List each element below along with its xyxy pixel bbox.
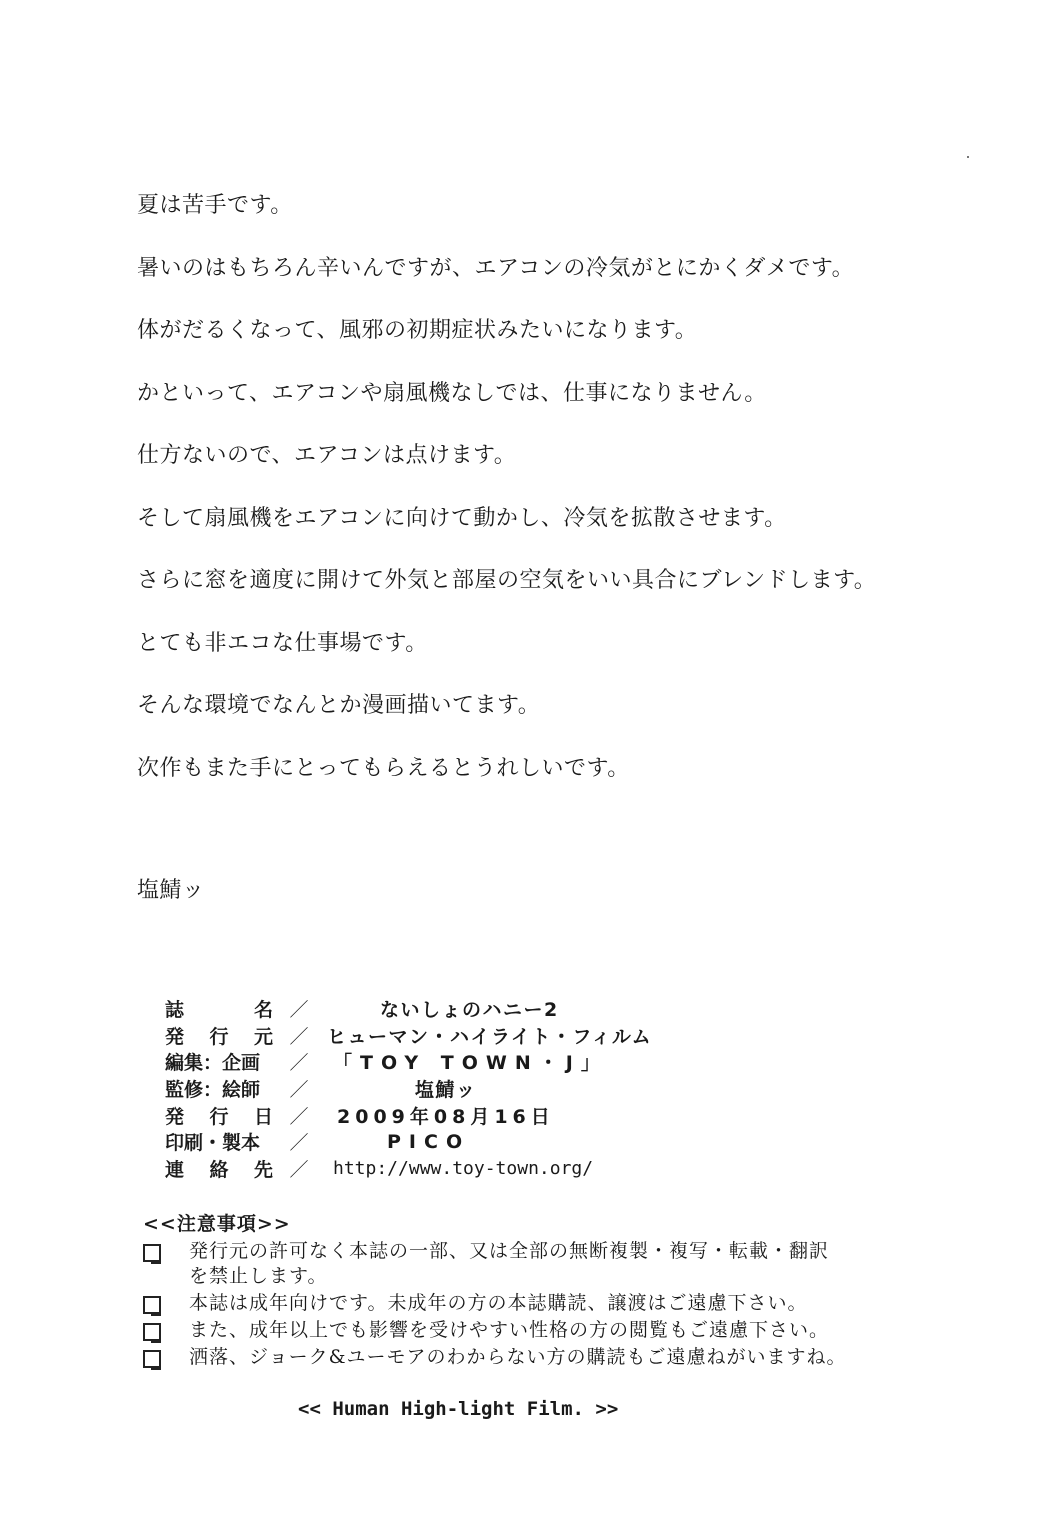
- afterword-line: 夏は苦手です。: [137, 193, 293, 218]
- afterword-line: そんな環境でなんとか漫画描いてます。: [137, 693, 541, 718]
- colophon-separator: ／: [289, 1052, 309, 1075]
- colophon-row-printer: [165, 1128, 865, 1155]
- contact-url: http://www.toy-town.org/: [333, 1157, 594, 1179]
- notice-item: [143, 1318, 903, 1343]
- notice-text: 洒落、ジョーク&ユーモアのわからない方の購読もご遠慮ねがいますね。: [189, 1346, 847, 1368]
- notice-text: また、成年以上でも影響を受けやすい性格の方の閲覧もご遠慮下さい。: [189, 1319, 830, 1341]
- afterword-line: 次作もまた手にとってもらえるとうれしいです。: [137, 755, 630, 781]
- colophon-row-editor: [165, 1048, 865, 1075]
- colophon-label: 印刷・製本: [165, 1132, 261, 1155]
- notice-item: [143, 1345, 903, 1370]
- colophon-separator: ／: [289, 1078, 309, 1101]
- colophon-label: 発 行 元: [165, 1025, 273, 1048]
- afterword-text: [137, 192, 997, 817]
- colophon-row-date: [165, 1102, 865, 1129]
- author-signature: 塩鯖ッ: [137, 878, 205, 903]
- colophon-separator: ／: [289, 1158, 309, 1181]
- notice-section: [143, 1209, 903, 1372]
- colophon-label: 編集：企画: [165, 1052, 261, 1075]
- afterword-line: とても非エコな仕事場です。: [137, 630, 428, 656]
- colophon-row-contact: [165, 1155, 865, 1182]
- colophon-separator: ／: [289, 1105, 309, 1128]
- footer-tagline: << Human High-light Film. >>: [298, 1398, 619, 1420]
- notice-item: [143, 1291, 903, 1316]
- colophon-value: 塩鯖ッ: [415, 1078, 477, 1101]
- afterword-line: さらに窓を適度に開けて外気と部屋の空気をいい具合にブレンドします。: [137, 568, 877, 593]
- colophon-label: 発 行 日: [165, 1105, 273, 1128]
- colophon-value: ないしょのハニー2: [380, 998, 559, 1021]
- checkbox-icon: [143, 1296, 161, 1314]
- notice-text: 発行元の許可なく本誌の一部、又は全部の無断複製・複写・転載・翻訳 を禁止します。: [189, 1240, 830, 1287]
- colophon-value: 2009年08月16日: [337, 1105, 555, 1128]
- colophon-value: PICO: [387, 1130, 471, 1153]
- afterword-line: そして扇風機をエアコンに向けて動かし、冷気を拡散させます。: [137, 505, 787, 531]
- notice-text: 本誌は成年向けです。未成年の方の本誌購読、譲渡はご遠慮下さい。: [189, 1292, 808, 1314]
- checkbox-icon: [143, 1350, 161, 1368]
- colophon-row-artist: [165, 1075, 865, 1102]
- notice-title: <<注意事項>>: [143, 1213, 291, 1235]
- colophon-separator: ／: [289, 1132, 309, 1155]
- afterword-line: 体がだるくなって、風邪の初期症状みたいになります。: [137, 318, 698, 343]
- checkbox-icon: [143, 1244, 161, 1262]
- colophon-label: 監修：絵師: [165, 1078, 261, 1101]
- colophon-value: 「TOY TOWN・J」: [333, 1052, 608, 1075]
- colophon-row-publisher: [165, 1022, 865, 1049]
- scan-speck: [967, 156, 969, 158]
- colophon-row-title: [165, 995, 865, 1022]
- checkbox-icon: [143, 1323, 161, 1341]
- colophon-label: 連 絡 先: [165, 1158, 273, 1181]
- colophon: [165, 995, 865, 1182]
- notice-item: [143, 1239, 903, 1289]
- colophon-label: 誌 名: [165, 998, 273, 1021]
- afterword-line: 暑いのはもちろん辛いんですが、エアコンの冷気がとにかくダメです。: [137, 255, 855, 281]
- colophon-separator: ／: [289, 998, 309, 1021]
- afterword-line: かといって、エアコンや扇風機なしでは、仕事になりません。: [137, 380, 767, 406]
- afterword-line: 仕方ないので、エアコンは点けます。: [137, 443, 517, 468]
- colophon-value: ヒューマン・ハイライト・フィルム: [327, 1025, 653, 1048]
- colophon-separator: ／: [289, 1025, 309, 1048]
